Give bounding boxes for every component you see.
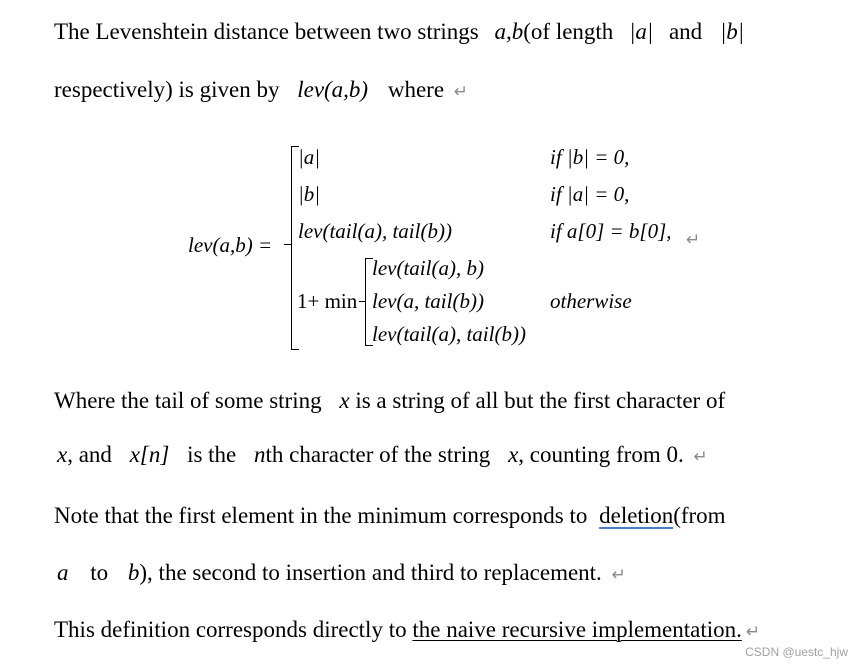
formula-lhs: lev(a,b) =	[188, 233, 273, 257]
min-item-2: lev(a, tail(b))	[372, 289, 484, 313]
min-prefix: 1+ min	[297, 289, 358, 313]
math-abs-b: |b|	[719, 19, 745, 44]
math-abs-a: |a|	[629, 19, 654, 44]
text: , and	[67, 442, 112, 467]
case-3-cond: if a[0] = b[0],	[550, 219, 672, 243]
math-a: a	[57, 560, 69, 585]
paragraph-mark-icon: ↵	[453, 82, 469, 102]
math-x: x	[57, 442, 68, 467]
naive-recursive-implementation-link[interactable]: the naive recursive implementation.	[412, 617, 742, 642]
text: to	[90, 560, 109, 585]
math-x: x	[508, 442, 519, 467]
text: th character of the string	[265, 442, 491, 467]
paragraph-mark-icon: ↵	[693, 447, 708, 467]
text: is a string of all but the first character of	[355, 388, 726, 413]
outer-brace-mid	[284, 244, 292, 245]
watermark: CSDN @uestc_hjw	[745, 645, 848, 659]
text: respectively) is given by	[54, 77, 280, 102]
text: This definition corresponds directly to	[54, 617, 407, 642]
min-item-3: lev(tail(a), tail(b))	[372, 322, 526, 346]
math-b: b	[127, 560, 140, 585]
outer-brace-bottom	[291, 349, 299, 350]
para3-line2	[57, 558, 626, 590]
text: The Levenshtein distance between two strings	[54, 19, 479, 44]
text: where	[387, 77, 445, 102]
text: Where the tail of some string	[54, 388, 322, 413]
paragraph-mark-icon: ↵	[611, 565, 626, 585]
min-item-1: lev(tail(a), b)	[372, 256, 484, 280]
text: , counting from 0.	[518, 442, 684, 467]
paragraph-mark-icon: ↵	[745, 622, 761, 642]
text: (from	[673, 503, 726, 528]
text: Note that the first element in the minimum corresponds to	[54, 503, 588, 528]
case-3-expr: lev(tail(a), tail(b))	[298, 219, 452, 243]
math-ab: a,b	[494, 19, 524, 44]
para2-line1	[54, 386, 725, 416]
text: (of length	[523, 19, 614, 44]
text: and	[668, 19, 703, 44]
case-2-expr: |b|	[298, 182, 321, 206]
outer-brace	[291, 146, 300, 350]
inner-brace-mid	[359, 301, 366, 302]
case-2-cond: if |a| = 0,	[550, 182, 630, 206]
math-x: x	[339, 388, 350, 413]
otherwise-label: otherwise	[550, 289, 632, 313]
case-1-expr: |a|	[298, 145, 321, 169]
deletion-link[interactable]: deletion	[599, 503, 674, 528]
para2-line2	[57, 440, 708, 472]
math-xn: x[n]	[129, 442, 170, 467]
case-1-cond: if |b| = 0,	[550, 145, 630, 169]
math-lev-ab: lev(a,b)	[297, 77, 369, 102]
para3-line1	[54, 501, 726, 531]
para1-line1	[54, 17, 744, 47]
paragraph-mark-icon: ↵	[686, 230, 701, 250]
para1-line2	[54, 75, 468, 107]
text: ), the second to insertion and third to replacement.	[139, 560, 602, 585]
math-n: n	[254, 442, 266, 467]
text: is the	[187, 442, 237, 467]
para4-line	[54, 615, 760, 647]
